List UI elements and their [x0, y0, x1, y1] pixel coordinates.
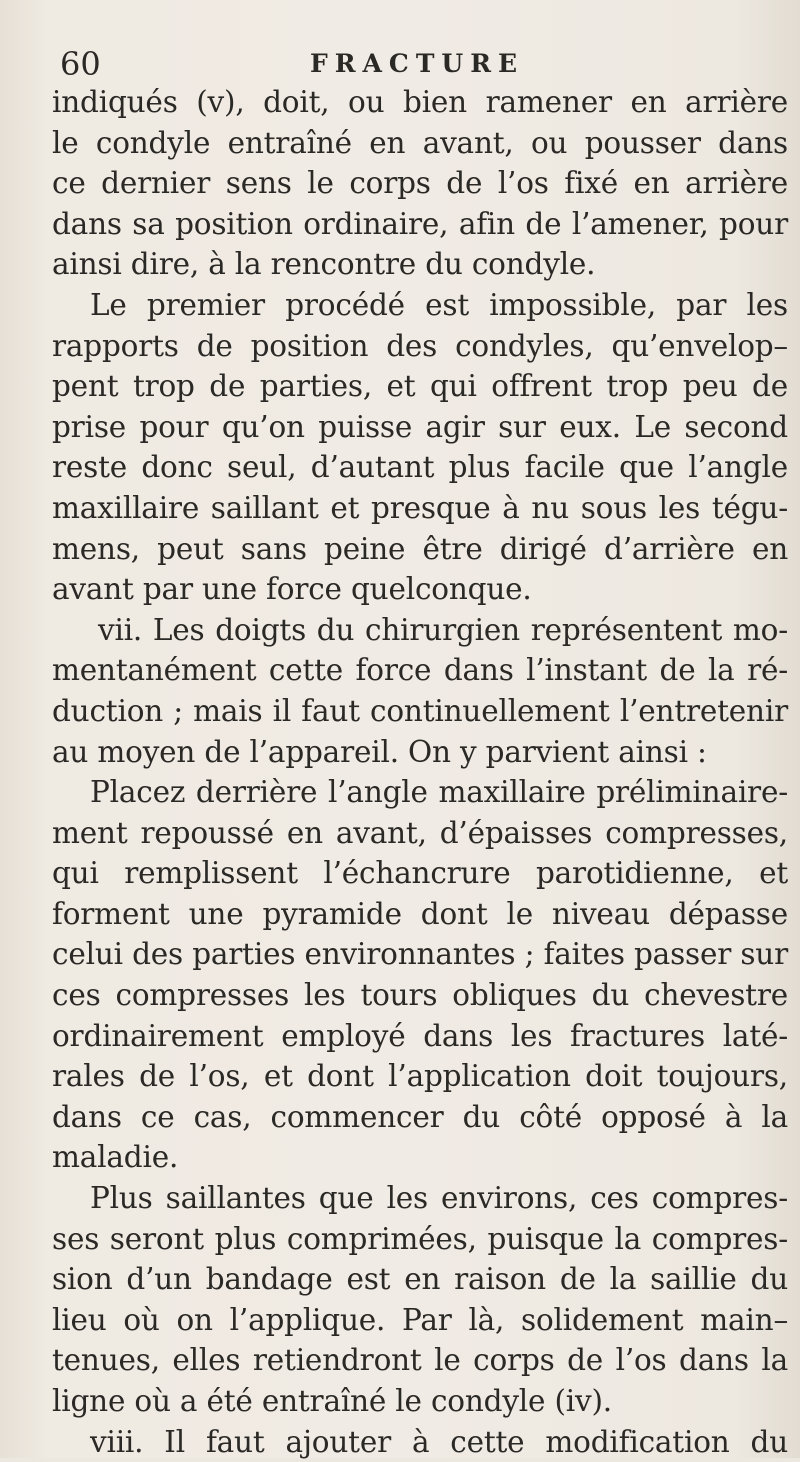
page-header: [60, 44, 720, 84]
text-line: celui des parties environnantes ; faites passer sur: [52, 937, 788, 972]
text-line: ainsi dire, à la rencontre du condyle.: [52, 247, 596, 282]
text-line: dans ce cas, commencer du côté opposé à la: [52, 1099, 788, 1134]
text-line: indiqués (v), doit, ou bien ramener en arrière: [52, 85, 788, 119]
text-line: avant par une force quelconque.: [52, 572, 532, 607]
text-line: maladie.: [52, 1140, 179, 1175]
text-line: Placez derrière l’angle maxillaire préliminaire-: [90, 775, 788, 810]
text-line: tenues, elles retiendront le corps de l’os dans la: [52, 1343, 788, 1378]
text-line: ce dernier sens le corps de l’os fixé en arrière: [52, 166, 788, 201]
text-line: Plus saillantes que les environs, ces compres-: [90, 1181, 788, 1216]
text-line: mens, peut sans peine être dirigé d’arrière en: [52, 531, 788, 566]
text-line: forment une pyramide dont le niveau dépasse: [52, 896, 788, 931]
text-line: viii. Il faut ajouter à cette modification du: [90, 1424, 788, 1459]
text-line: vii. Les doigts du chirurgien représentent mo-: [98, 612, 788, 647]
text-line: ses seront plus comprimées, puisque la compres-: [52, 1221, 788, 1256]
text-line: ces compresses les tours obliques du chevestre: [52, 978, 788, 1013]
text-line: lieu où on l’applique. Par là, solidement main–: [52, 1302, 788, 1337]
running-title: FRACTURE: [310, 49, 525, 78]
page-number: 60: [60, 45, 101, 83]
text-line: ligne où a été entraîné le condyle (iv).: [52, 1384, 612, 1418]
text-line: prise pour qu’on puisse agir sur eux. Le second: [52, 409, 788, 444]
text-line: reste donc seul, d’autant plus facile que l’angle: [52, 450, 788, 485]
text-line: dans sa position ordinaire, afin de l’amener, pour: [52, 206, 788, 241]
text-line: ment repoussé en avant, d’épaisses compresses,: [52, 815, 788, 850]
text-line: ordinairement employé dans les fractures laté-: [52, 1018, 788, 1053]
text-line: mentanément cette force dans l’instant de la ré-: [52, 653, 788, 688]
text-line: sion d’un bandage est en raison de la saillie du: [52, 1262, 788, 1297]
text-line: au moyen de l’appareil. On y parvient ainsi :: [52, 734, 707, 769]
text-line: qui remplissent l’échancrure parotidienne, et: [52, 856, 788, 891]
text-line: rapports de position des condyles, qu’envelop–: [52, 328, 788, 363]
text-line: pent trop de parties, et qui offrent trop peu de: [52, 369, 788, 404]
text-line: maxillaire saillant et presque à nu sous les tégu-: [52, 490, 788, 525]
text-line: rales de l’os, et dont l’application doit toujours,: [52, 1059, 788, 1094]
text-line: Le premier procédé est impossible, par les: [90, 287, 788, 322]
text-line: duction ; mais il faut continuellement l’entretenir: [52, 693, 788, 728]
body-text: [52, 82, 788, 1462]
text-line: le condyle entraîné en avant, ou pousser dans: [52, 125, 788, 160]
